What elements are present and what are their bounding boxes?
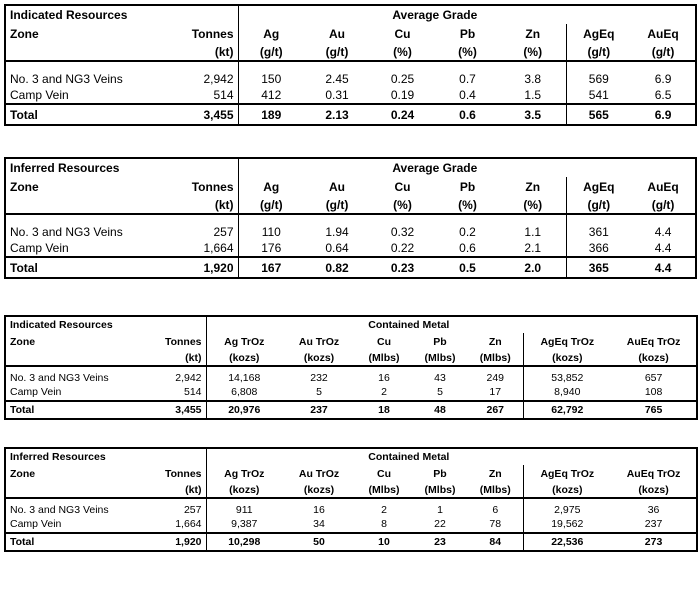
value-cell: 8,940 xyxy=(523,384,611,401)
value-cell: 361 xyxy=(566,214,631,239)
value-cell: 1.5 xyxy=(524,87,542,102)
value-cell: 2.1 xyxy=(524,240,542,255)
total-value-cell: 2.13 xyxy=(304,104,370,125)
total-value-cell: 273 xyxy=(611,533,697,551)
value-cell: 0.7 xyxy=(459,72,476,86)
table-title: Inferred Resources xyxy=(10,161,120,175)
total-value-cell: 10 xyxy=(356,533,412,551)
table-title: Indicated Resources xyxy=(10,319,113,331)
column-unit: (kozs) xyxy=(611,350,697,366)
column-header: Zn xyxy=(488,335,502,348)
total-value-cell: 50 xyxy=(282,533,356,551)
total-tonnes-cell: 3,455 xyxy=(145,401,206,419)
tonnes-cell: 1,664 xyxy=(203,240,234,255)
total-label: Total xyxy=(5,533,145,551)
value-cell: 657 xyxy=(644,372,663,384)
column-header-row xyxy=(5,177,696,196)
column-unit: (g/t) xyxy=(238,196,304,214)
total-value-cell: 22,536 xyxy=(523,533,611,551)
zone-cell: No. 3 and NG3 Veins xyxy=(10,372,109,384)
units-header-row xyxy=(5,43,696,61)
zone-cell: No. 3 and NG3 Veins xyxy=(10,504,109,516)
value-cell: 6.5 xyxy=(654,87,672,102)
value-cell: 4.4 xyxy=(654,240,672,255)
column-unit: (g/t) xyxy=(304,196,370,214)
column-header: AgEq xyxy=(566,177,631,196)
column-unit: (%) xyxy=(435,43,500,61)
column-unit: (Mlbs) xyxy=(412,482,468,498)
column-header: Cu xyxy=(394,26,411,41)
value-cell: 16 xyxy=(378,372,390,384)
value-cell: 4.4 xyxy=(654,225,672,239)
group-header: Average Grade xyxy=(238,158,631,177)
indicated-average-grade-table xyxy=(4,4,697,126)
group-header-spacer xyxy=(611,448,697,465)
tonnes-unit: (kt) xyxy=(155,196,238,214)
total-value-cell: 3.5 xyxy=(500,104,566,125)
value-cell: 366 xyxy=(566,239,631,257)
total-value-cell: 84 xyxy=(468,533,523,551)
column-header: Pb xyxy=(459,179,476,194)
value-cell: 2 xyxy=(381,504,387,516)
value-cell: 232 xyxy=(310,372,328,384)
value-cell: 176 xyxy=(238,239,304,257)
group-header-spacer xyxy=(631,5,696,24)
tonnes-unit: (kt) xyxy=(155,43,238,61)
column-unit: (g/t) xyxy=(631,196,696,214)
column-unit: (Mlbs) xyxy=(468,350,523,366)
total-value-cell: 267 xyxy=(468,401,523,419)
total-tonnes-cell: 1,920 xyxy=(155,257,238,278)
value-cell: 541 xyxy=(566,86,631,104)
column-unit: (Mlbs) xyxy=(356,482,412,498)
tonnes-cell: 1,664 xyxy=(175,518,202,530)
zone-units-spacer xyxy=(5,43,155,61)
value-cell: 150 xyxy=(238,61,304,86)
total-value-cell: 0.5 xyxy=(435,257,500,278)
value-cell: 9,387 xyxy=(206,516,282,533)
column-header: Cu xyxy=(394,179,411,194)
value-cell: 6,808 xyxy=(206,384,282,401)
total-value-cell: 0.6 xyxy=(435,104,500,125)
total-value-cell: 18 xyxy=(356,401,412,419)
column-header: Cu xyxy=(377,467,391,480)
column-unit: (kozs) xyxy=(282,350,356,366)
tonnes-column-header: Tonnes xyxy=(164,467,202,480)
value-cell: 110 xyxy=(238,214,304,239)
value-cell: 249 xyxy=(486,372,505,384)
value-cell: 36 xyxy=(647,504,660,516)
table-row xyxy=(5,61,696,86)
total-value-cell: 10,298 xyxy=(206,533,282,551)
total-value-cell: 167 xyxy=(238,257,304,278)
column-header-row xyxy=(5,24,696,43)
column-unit: (Mlbs) xyxy=(356,350,412,366)
value-cell: 0.6 xyxy=(459,240,476,255)
value-cell: 0.2 xyxy=(459,225,476,239)
column-header: Pb xyxy=(433,335,447,348)
column-unit: (g/t) xyxy=(566,43,631,61)
group-header-spacer xyxy=(631,158,696,177)
column-header: Pb xyxy=(433,467,447,480)
column-header: Zn xyxy=(525,26,541,41)
value-cell: 1 xyxy=(437,504,443,516)
table-row xyxy=(5,516,697,533)
column-header: Au TrOz xyxy=(298,335,340,348)
column-header: Cu xyxy=(377,335,392,348)
table-title-row xyxy=(5,316,697,333)
column-header: Au xyxy=(329,179,346,194)
tonnes-cell: 2,942 xyxy=(203,72,234,86)
group-header: Contained Metal xyxy=(206,448,611,465)
column-header-row xyxy=(5,465,697,482)
total-value-cell: 2.0 xyxy=(500,257,566,278)
column-header: AgEq xyxy=(566,24,631,43)
zone-units-spacer xyxy=(5,482,145,498)
column-header: Ag xyxy=(238,177,304,196)
column-header: AuEq TrOz xyxy=(626,467,681,480)
value-cell: 1.1 xyxy=(524,225,542,239)
tonnes-cell: 257 xyxy=(183,504,202,516)
total-row xyxy=(5,401,697,419)
total-value-cell: 48 xyxy=(412,401,468,419)
value-cell: 5 xyxy=(316,386,322,398)
column-unit: (%) xyxy=(500,196,566,214)
tonnes-unit: (kt) xyxy=(145,482,206,498)
column-unit: (kozs) xyxy=(206,350,282,366)
group-header: Contained Metal xyxy=(206,316,611,333)
table-title: Inferred Resources xyxy=(10,451,106,463)
column-unit: (g/t) xyxy=(304,43,370,61)
column-unit: (kozs) xyxy=(206,482,282,498)
tonnes-unit: (kt) xyxy=(145,350,206,366)
total-value-cell: 62,792 xyxy=(523,401,611,419)
value-cell: 53,852 xyxy=(523,366,611,384)
value-cell: 0.64 xyxy=(325,240,349,255)
column-unit: (g/t) xyxy=(238,43,304,61)
value-cell: 16 xyxy=(313,504,325,516)
column-unit: (Mlbs) xyxy=(412,350,468,366)
total-value-cell: 4.4 xyxy=(631,257,696,278)
total-value-cell: 765 xyxy=(611,401,697,419)
column-unit: (%) xyxy=(500,43,566,61)
value-cell: 412 xyxy=(238,86,304,104)
column-header-row xyxy=(5,333,697,350)
column-unit: (g/t) xyxy=(566,196,631,214)
value-cell: 19,562 xyxy=(523,516,611,533)
table-row xyxy=(5,86,696,104)
column-unit: (%) xyxy=(370,43,435,61)
tonnes-cell: 514 xyxy=(183,386,202,398)
value-cell: 17 xyxy=(489,386,502,398)
value-cell: 2 xyxy=(381,386,387,398)
column-unit: (kozs) xyxy=(611,482,697,498)
value-cell: 6.9 xyxy=(654,72,672,86)
group-header: Average Grade xyxy=(238,5,631,24)
column-unit: (Mlbs) xyxy=(468,482,523,498)
total-value-cell: 189 xyxy=(238,104,304,125)
column-unit: (kozs) xyxy=(282,482,356,498)
column-unit: (kozs) xyxy=(523,482,611,498)
total-label: Total xyxy=(5,257,155,278)
tonnes-column-header: Tonnes xyxy=(191,26,234,41)
column-header: Ag TrOz xyxy=(206,465,282,482)
total-row xyxy=(5,104,696,125)
column-header: AuEq xyxy=(647,179,679,194)
tonnes-column-header: Tonnes xyxy=(191,179,234,194)
total-value-cell: 23 xyxy=(412,533,468,551)
column-header: AuEq TrOz xyxy=(626,335,681,348)
group-header-spacer xyxy=(611,316,697,333)
units-header-row xyxy=(5,482,697,498)
zone-column-header: Zone xyxy=(10,179,39,194)
total-tonnes-cell: 1,920 xyxy=(145,533,206,551)
column-header: Pb xyxy=(459,26,476,41)
zone-cell: Camp Vein xyxy=(10,240,69,255)
total-value-cell: 365 xyxy=(566,257,631,278)
table-row xyxy=(5,239,696,257)
total-value-cell: 565 xyxy=(566,104,631,125)
value-cell: 0.32 xyxy=(390,225,415,239)
value-cell: 108 xyxy=(644,386,663,398)
value-cell: 0.22 xyxy=(390,240,415,255)
tonnes-cell: 514 xyxy=(213,87,234,102)
total-row xyxy=(5,533,697,551)
table-row xyxy=(5,498,697,516)
value-cell: 78 xyxy=(489,518,502,530)
total-label: Total xyxy=(5,401,145,419)
column-header: Zn xyxy=(488,467,502,480)
total-label: Total xyxy=(5,104,155,125)
zone-column-header: Zone xyxy=(10,335,36,348)
value-cell: 1.94 xyxy=(325,225,349,239)
value-cell: 2,975 xyxy=(523,498,611,516)
column-unit: (kozs) xyxy=(523,350,611,366)
value-cell: 237 xyxy=(644,518,663,530)
table-title-row xyxy=(5,448,697,465)
value-cell: 5 xyxy=(437,386,443,398)
tonnes-cell: 2,942 xyxy=(175,372,202,384)
zone-units-spacer xyxy=(5,350,145,366)
table-title-row xyxy=(5,158,696,177)
table-row xyxy=(5,366,697,384)
inferred-contained-metal-table xyxy=(4,447,698,552)
units-header-row xyxy=(5,350,697,366)
total-value-cell: 237 xyxy=(282,401,356,419)
total-value-cell: 0.82 xyxy=(304,257,370,278)
value-cell: 43 xyxy=(434,372,446,384)
column-unit: (%) xyxy=(370,196,435,214)
units-header-row xyxy=(5,196,696,214)
zone-column-header: Zone xyxy=(10,26,39,41)
value-cell: 0.19 xyxy=(390,87,415,102)
tonnes-cell: 257 xyxy=(213,225,234,239)
column-header: AgEq TrOz xyxy=(523,333,611,350)
value-cell: 8 xyxy=(381,518,387,530)
value-cell: 911 xyxy=(206,498,282,516)
value-cell: 569 xyxy=(566,61,631,86)
value-cell: 0.31 xyxy=(325,87,349,102)
column-header: AgEq TrOz xyxy=(523,465,611,482)
value-cell: 2.45 xyxy=(325,72,349,86)
zone-cell: Camp Vein xyxy=(10,87,69,102)
total-value-cell: 20,976 xyxy=(206,401,282,419)
column-header: Zn xyxy=(525,179,541,194)
table-row xyxy=(5,214,696,239)
value-cell: 14,168 xyxy=(206,366,282,384)
indicated-contained-metal-table xyxy=(4,315,698,420)
tonnes-column-header: Tonnes xyxy=(164,335,202,348)
column-header: Au xyxy=(329,26,345,41)
zone-cell: No. 3 and NG3 Veins xyxy=(10,72,123,86)
value-cell: 3.8 xyxy=(524,72,542,86)
value-cell: 22 xyxy=(434,518,446,530)
column-unit: (g/t) xyxy=(631,43,696,61)
value-cell: 0.4 xyxy=(459,87,476,102)
total-value-cell: 6.9 xyxy=(631,104,696,125)
table-title-row xyxy=(5,5,696,24)
zone-cell: No. 3 and NG3 Veins xyxy=(10,225,123,239)
table-title: Indicated Resources xyxy=(10,8,128,22)
inferred-average-grade-table xyxy=(4,157,697,279)
zone-cell: Camp Vein xyxy=(10,386,62,398)
value-cell: 0.25 xyxy=(390,72,415,86)
column-header: AuEq xyxy=(647,26,679,41)
zone-cell: Camp Vein xyxy=(10,518,62,530)
value-cell: 6 xyxy=(492,504,499,516)
column-header: Ag TrOz xyxy=(206,333,282,350)
total-row xyxy=(5,257,696,278)
zone-column-header: Zone xyxy=(10,467,36,480)
total-value-cell: 0.24 xyxy=(370,104,435,125)
total-value-cell: 0.23 xyxy=(370,257,435,278)
table-row xyxy=(5,384,697,401)
zone-units-spacer xyxy=(5,196,155,214)
total-tonnes-cell: 3,455 xyxy=(155,104,238,125)
column-header: Ag xyxy=(238,24,304,43)
column-unit: (%) xyxy=(435,196,500,214)
value-cell: 34 xyxy=(313,518,325,530)
column-header: Au TrOz xyxy=(298,467,340,480)
